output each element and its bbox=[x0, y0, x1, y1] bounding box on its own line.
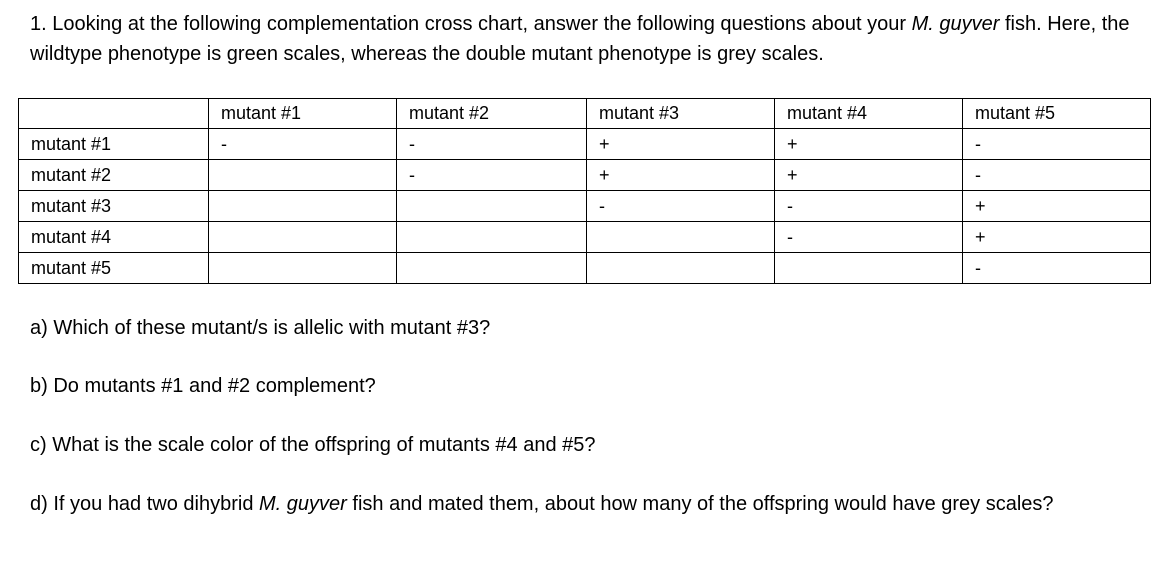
result-cell bbox=[775, 253, 963, 284]
result-cell: - bbox=[587, 191, 775, 222]
result-cell: - bbox=[963, 253, 1151, 284]
question-intro bbox=[30, 9, 1150, 69]
result-cell: + bbox=[775, 129, 963, 160]
result-cell: - bbox=[397, 129, 587, 160]
row-header: mutant #2 bbox=[19, 160, 209, 191]
question-d bbox=[30, 489, 1150, 519]
question-d-text-2: fish and mated them, about how many of the offspring would have grey scales? bbox=[346, 493, 1054, 515]
column-header: mutant #3 bbox=[587, 99, 775, 129]
column-header: mutant #5 bbox=[963, 99, 1151, 129]
result-cell bbox=[587, 222, 775, 253]
row-header: mutant #1 bbox=[19, 129, 209, 160]
intro-text-1: 1. Looking at the following complementation cross chart, answer the following questions about your bbox=[30, 13, 912, 35]
species-name: M. guyver bbox=[911, 13, 1000, 35]
table-row bbox=[19, 253, 1151, 284]
result-cell: + bbox=[587, 129, 775, 160]
result-cell: - bbox=[775, 222, 963, 253]
result-cell: - bbox=[209, 129, 397, 160]
table-row bbox=[19, 129, 1151, 160]
question-a: a) Which of these mutant/s is allelic with mutant #3? bbox=[30, 317, 491, 339]
species-name: M. guyver bbox=[259, 493, 347, 515]
result-cell: - bbox=[963, 160, 1151, 191]
result-cell bbox=[209, 253, 397, 284]
result-cell bbox=[587, 253, 775, 284]
result-cell: + bbox=[775, 160, 963, 191]
column-header: mutant #1 bbox=[209, 99, 397, 129]
result-cell: + bbox=[587, 160, 775, 191]
question-d-text-1: d) If you had two dihybrid bbox=[30, 493, 260, 515]
table-row bbox=[19, 191, 1151, 222]
result-cell bbox=[209, 222, 397, 253]
result-cell: - bbox=[775, 191, 963, 222]
corner-cell bbox=[19, 99, 209, 129]
table-row bbox=[19, 222, 1151, 253]
column-header: mutant #4 bbox=[775, 99, 963, 129]
row-header: mutant #3 bbox=[19, 191, 209, 222]
complementation-chart bbox=[18, 98, 1151, 284]
result-cell: + bbox=[963, 191, 1151, 222]
result-cell: - bbox=[397, 160, 587, 191]
result-cell bbox=[209, 191, 397, 222]
result-cell: + bbox=[963, 222, 1151, 253]
result-cell: - bbox=[963, 129, 1151, 160]
table-row bbox=[19, 160, 1151, 191]
result-cell bbox=[397, 222, 587, 253]
column-header: mutant #2 bbox=[397, 99, 587, 129]
intro-text-2: fish. Here, the wildtype phenotype is green scales, whereas the double mutant phenotype is grey scales. bbox=[30, 13, 1130, 65]
row-header: mutant #5 bbox=[19, 253, 209, 284]
question-c: c) What is the scale color of the offspring of mutants #4 and #5? bbox=[30, 434, 596, 456]
header-row bbox=[19, 99, 1151, 129]
result-cell bbox=[397, 253, 587, 284]
result-cell bbox=[209, 160, 397, 191]
question-b: b) Do mutants #1 and #2 complement? bbox=[30, 375, 376, 397]
result-cell bbox=[397, 191, 587, 222]
row-header: mutant #4 bbox=[19, 222, 209, 253]
